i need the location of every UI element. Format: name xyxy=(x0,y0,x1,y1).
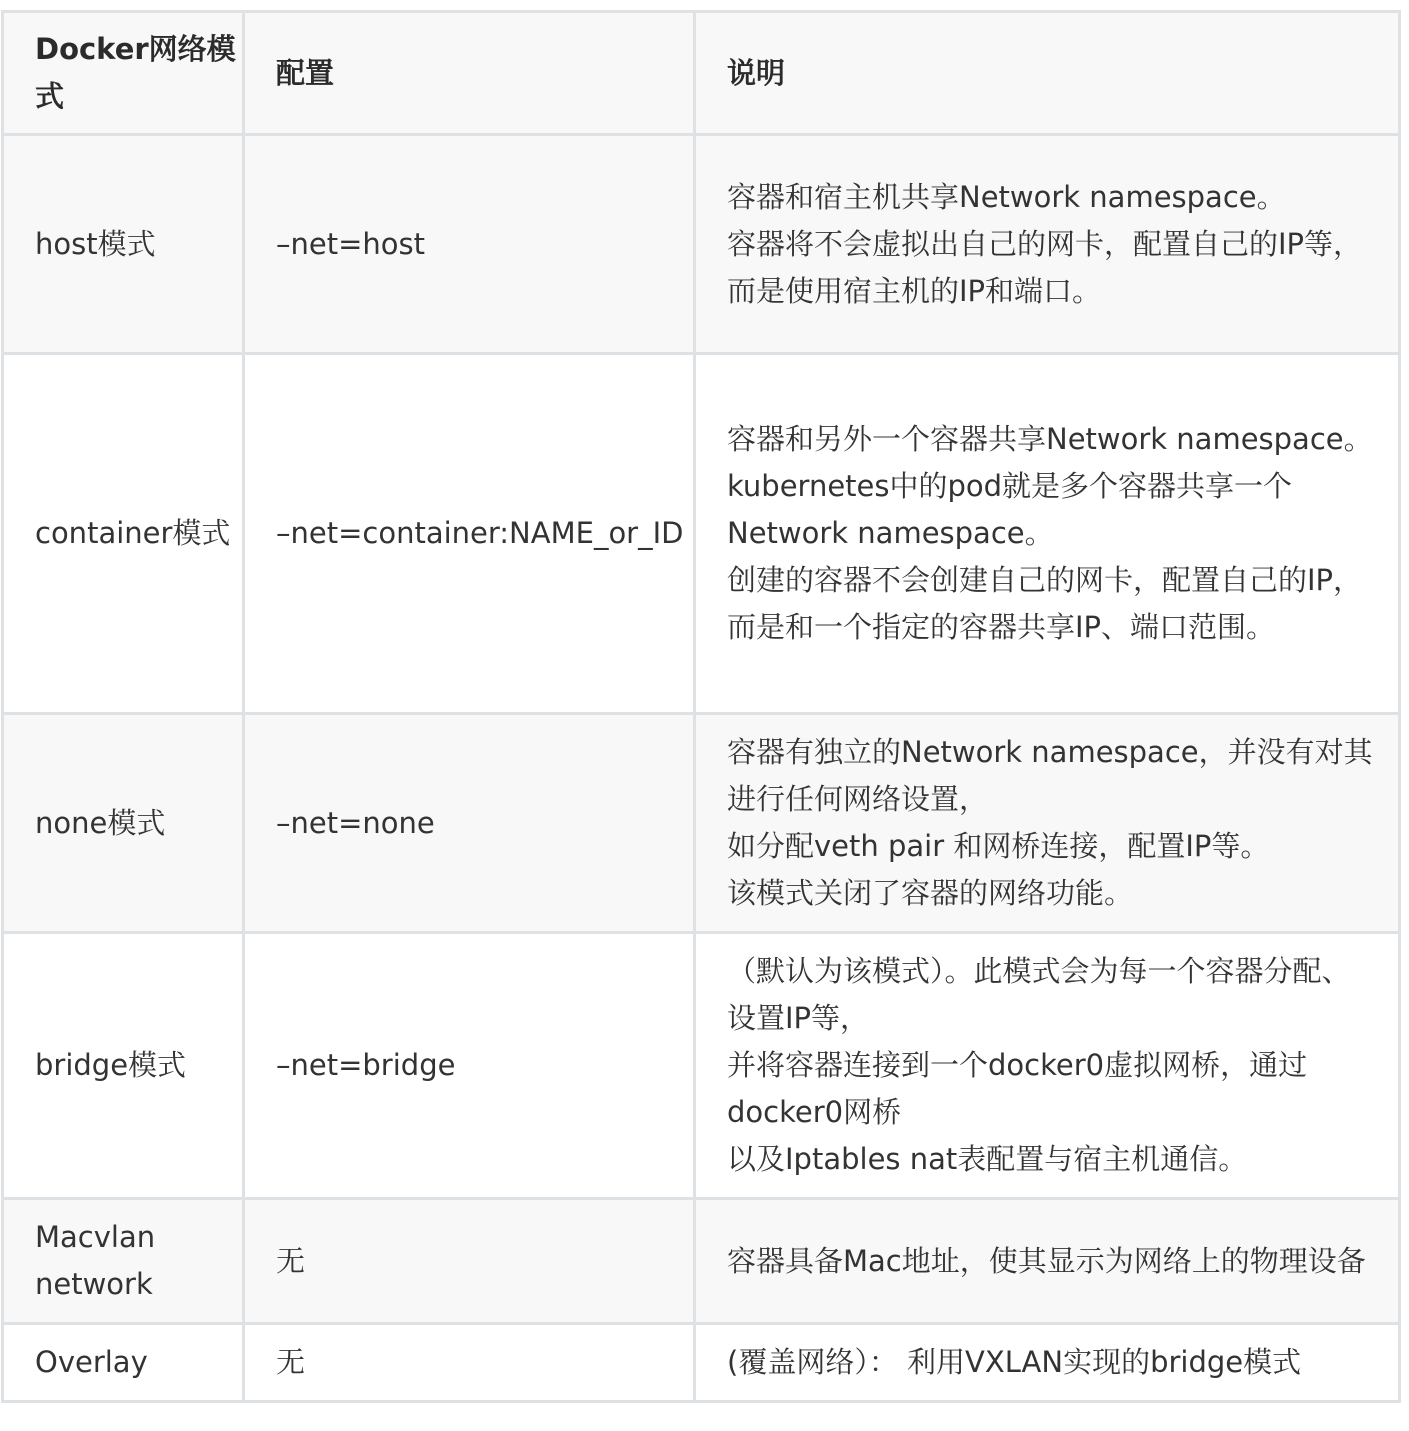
description-line: 该模式关闭了容器的网络功能。 xyxy=(727,876,1134,910)
table-row xyxy=(3,1324,1400,1402)
description-line: 创建的容器不会创建自己的网卡，配置自己的IP， xyxy=(727,563,1363,597)
table-header-row xyxy=(3,12,1400,135)
description-line: 如分配veth pair 和网桥连接，配置IP等。 xyxy=(727,829,1270,863)
description-cell xyxy=(695,933,1400,1199)
description-line: 容器具备Mac地址，使其显示为网络上的物理设备 xyxy=(727,1243,1366,1278)
table-row xyxy=(3,135,1400,354)
description-line: （默认为该模式）。此模式会为每一个容器分配、设置IP等， xyxy=(727,954,1351,1035)
config-cell: –net=bridge xyxy=(244,933,695,1199)
config-cell: 无 xyxy=(244,1199,695,1324)
description-line: kubernetes中的pod就是多个容器共享一个Network namespace。 xyxy=(727,469,1293,550)
docker-network-table-container xyxy=(1,10,1398,1403)
docker-network-modes-table xyxy=(1,10,1401,1403)
table-row xyxy=(3,933,1400,1199)
mode-cell: container模式 xyxy=(3,354,244,714)
description-cell xyxy=(695,1324,1400,1402)
description-line: 容器和宿主机共享Network namespace。 xyxy=(727,179,1286,214)
description-line: 而是使用宿主机的IP和端口。 xyxy=(727,273,1102,308)
mode-cell: bridge模式 xyxy=(3,933,244,1199)
mode-cell: Overlay xyxy=(3,1324,244,1402)
mode-cell: host模式 xyxy=(3,135,244,354)
table-row xyxy=(3,1199,1400,1324)
description-cell xyxy=(695,714,1400,933)
description-cell xyxy=(695,1199,1400,1324)
header-config: 配置 xyxy=(244,12,695,135)
description-line: 以及Iptables nat表配置与宿主机通信。 xyxy=(727,1142,1248,1176)
table-row xyxy=(3,354,1400,714)
config-cell: –net=host xyxy=(244,135,695,354)
header-description: 说明 xyxy=(695,12,1400,135)
config-cell: –net=container:NAME_or_ID xyxy=(244,354,695,714)
mode-cell: none模式 xyxy=(3,714,244,933)
description-line: 容器有独立的Network namespace，并没有对其进行任何网络设置， xyxy=(727,735,1373,816)
table-row xyxy=(3,714,1400,933)
header-mode: Docker网络模式 xyxy=(3,12,244,135)
description-line: (覆盖网络）： 利用VXLAN实现的bridge模式 xyxy=(727,1345,1302,1379)
description-line: 而是和一个指定的容器共享IP、端口范围。 xyxy=(727,610,1276,644)
mode-cell: Macvlan network xyxy=(3,1199,244,1324)
description-line: 容器将不会虚拟出自己的网卡，配置自己的IP等， xyxy=(727,226,1363,261)
config-cell: –net=none xyxy=(244,714,695,933)
description-cell xyxy=(695,354,1400,714)
description-line: 并将容器连接到一个docker0虚拟网桥，通过docker0网桥 xyxy=(727,1048,1308,1129)
config-cell: 无 xyxy=(244,1324,695,1402)
description-cell xyxy=(695,135,1400,354)
description-line: 容器和另外一个容器共享Network namespace。 xyxy=(727,422,1373,456)
